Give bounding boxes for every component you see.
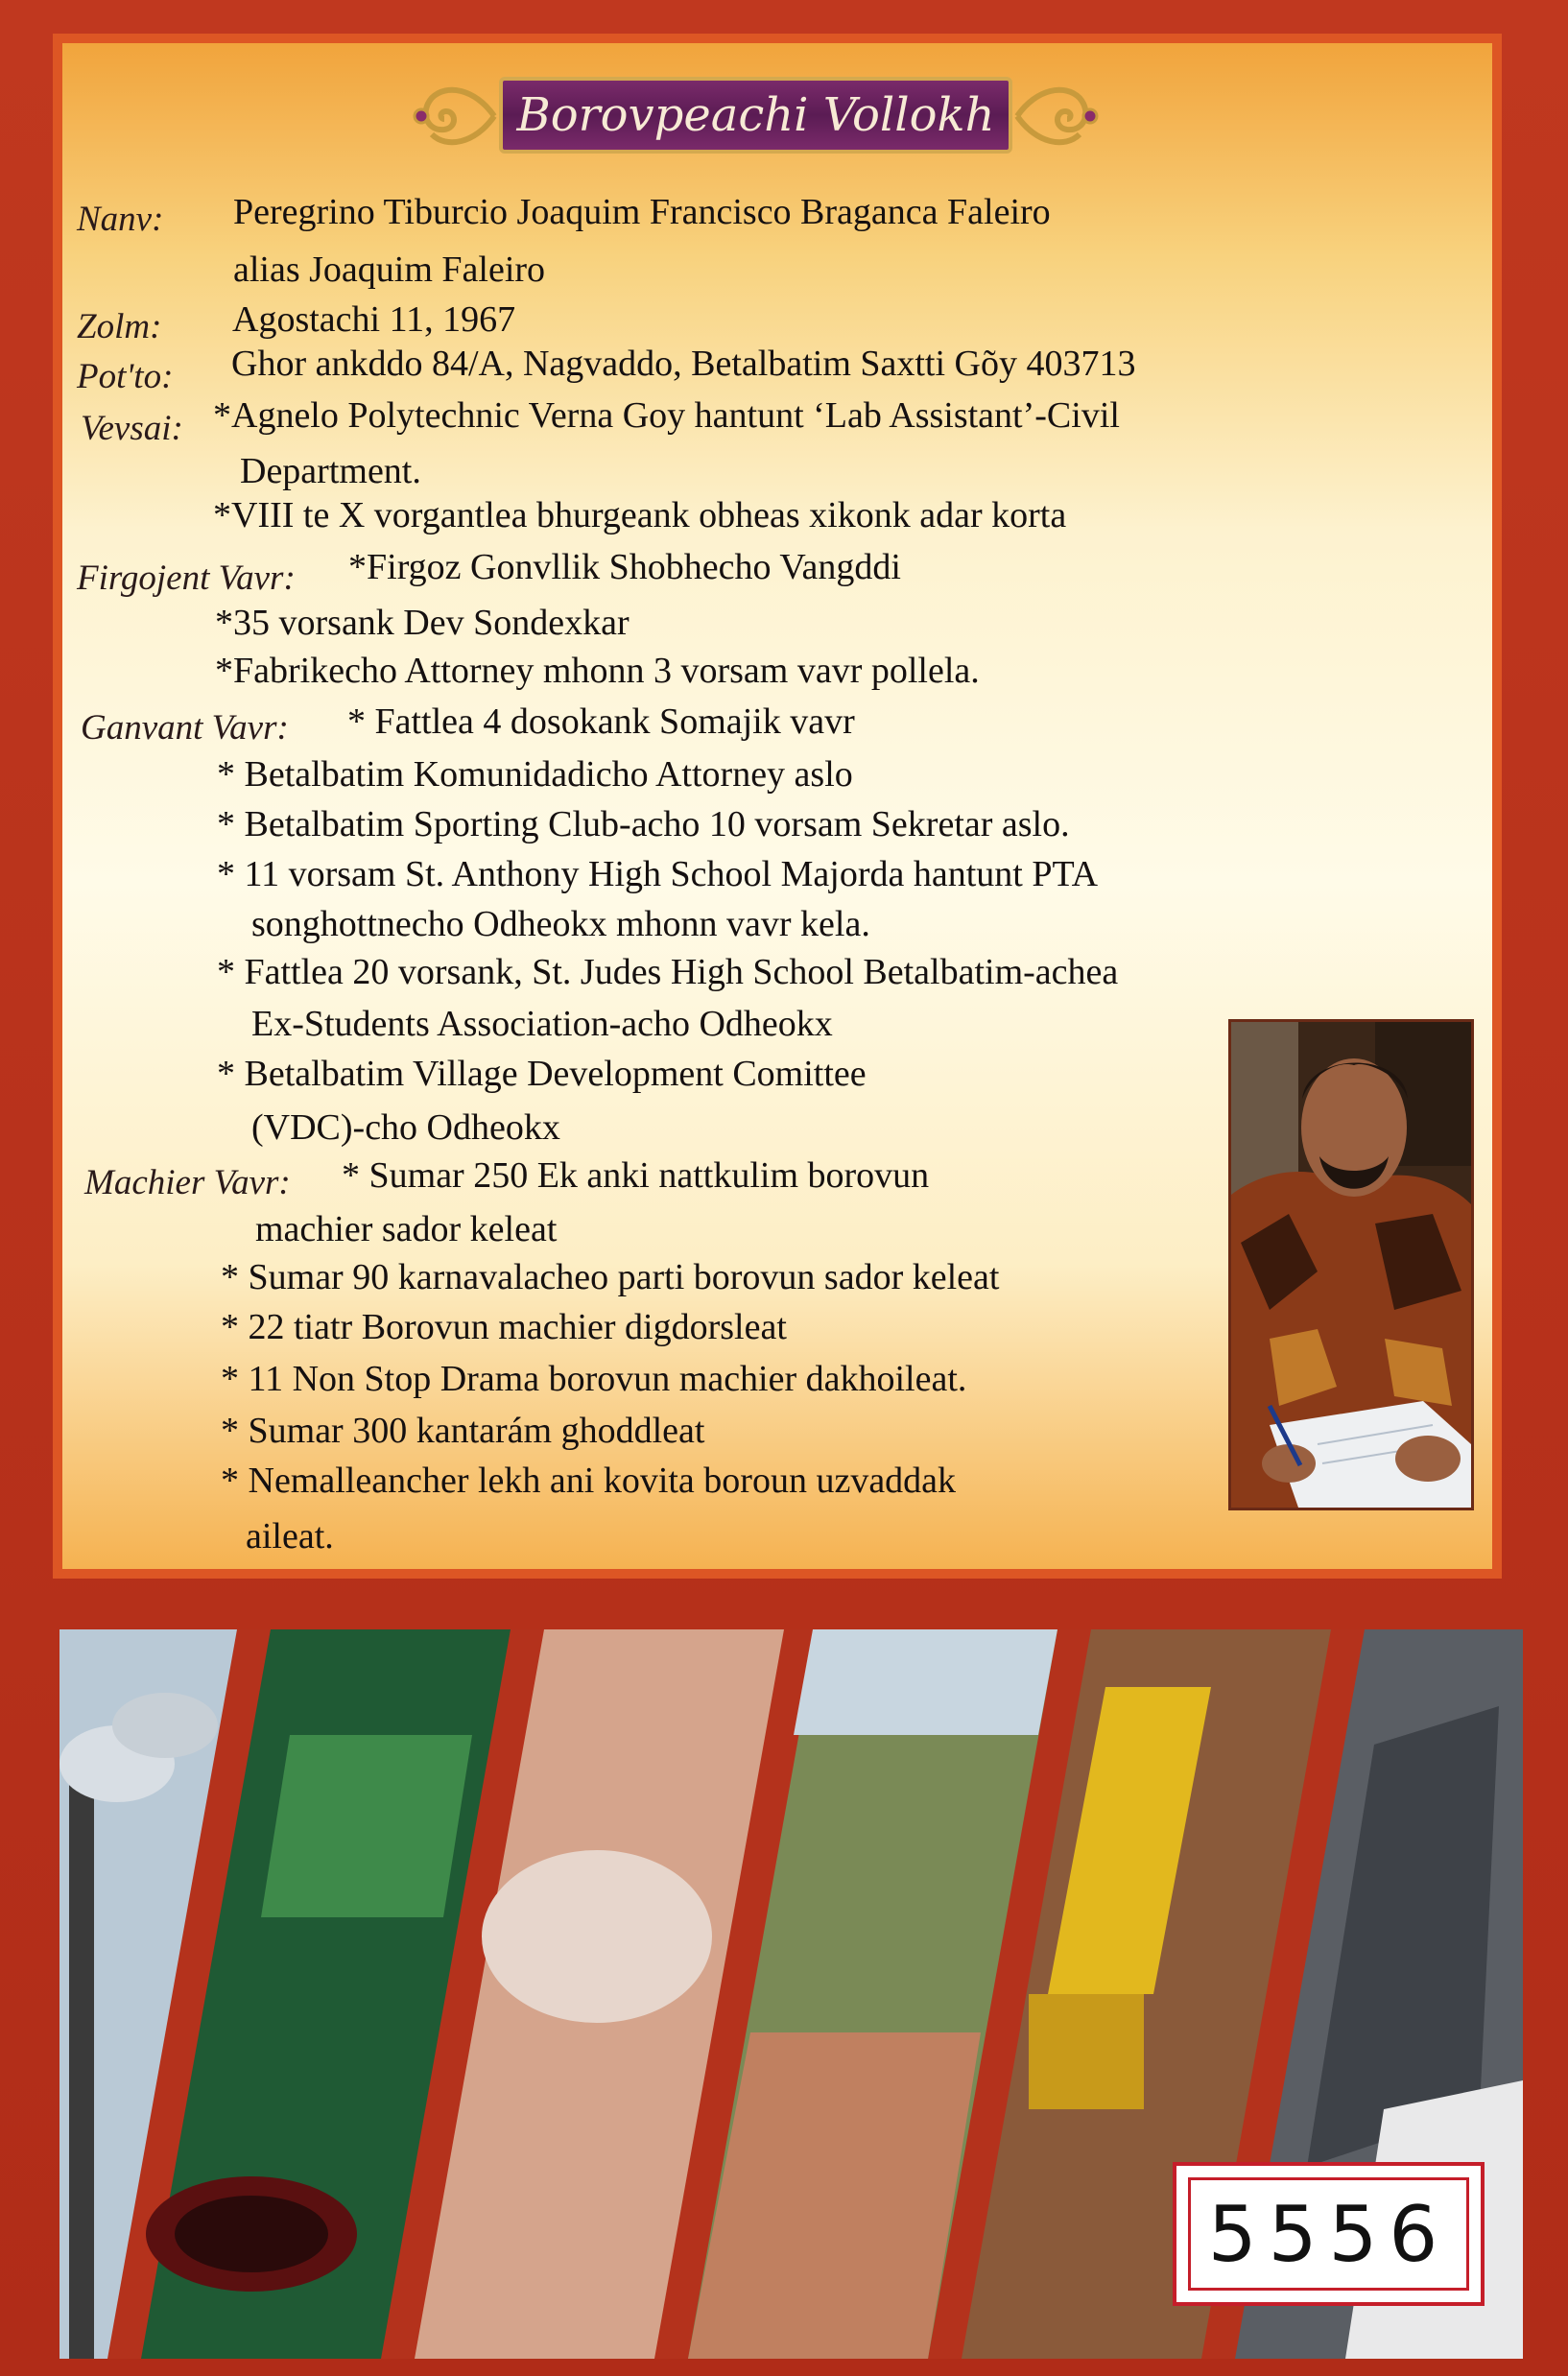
ornament-left-icon	[408, 69, 504, 163]
bio-line: * 11 Non Stop Drama borovun machier dakhoileat.	[221, 1359, 967, 1399]
bio-line: Ex-Students Association-acho Odheokx	[251, 1004, 833, 1044]
bio-line: *Fabrikecho Attorney mhonn 3 vorsam vavr pollela.	[215, 651, 980, 691]
bio-line: *Agnelo Polytechnic Verna Goy hantunt ‘Lab Assistant’-Civil	[213, 395, 1120, 436]
stock-number-stamp	[1173, 2162, 1485, 2306]
author-portrait-icon	[1231, 1022, 1471, 1508]
bio-line: alias Joaquim Faleiro	[233, 249, 546, 290]
bio-line: * Nemalleancher lekh ani kovita boroun uzvaddak	[221, 1461, 957, 1501]
bio-line: * Fattlea 20 vorsank, St. Judes High School Betalbatim-achea	[217, 952, 1119, 992]
stamp-number: 5556	[1207, 2189, 1450, 2279]
author-photo	[1228, 1019, 1474, 1510]
bio-line: * Fattlea 4 dosokank Somajik vavr	[347, 701, 855, 742]
banner-title: Borovpeachi Vollokh	[516, 88, 995, 142]
bio-line: * Sumar 250 Ek anki nattkulim borovun	[342, 1155, 930, 1196]
bio-line: Agostachi 11, 1967	[232, 299, 516, 340]
bio-line: *VIII te X vorgantlea bhurgeank obheas xikonk adar korta	[213, 495, 1067, 535]
bio-line: * Betalbatim Village Development Comittee	[217, 1054, 867, 1094]
bio-line: * Betalbatim Komunidadicho Attorney aslo	[217, 754, 853, 795]
label-ganvant-vavr: Ganvant Vavr:	[81, 708, 289, 748]
title-banner	[408, 69, 1104, 163]
bio-line: * Sumar 300 kantarám ghoddleat	[221, 1411, 705, 1451]
bio-line: Peregrino Tiburcio Joaquim Francisco Braganca Faleiro	[233, 192, 1051, 232]
label-machier-vavr: Machier Vavr:	[84, 1163, 291, 1202]
bio-line: *Firgoz Gonvllik Shobhecho Vangddi	[348, 547, 901, 587]
bio-line: aileat.	[246, 1516, 334, 1556]
label-potto: Pot'to:	[77, 357, 174, 396]
bio-line: *35 vorsank Dev Sondexkar	[215, 603, 630, 643]
label-firgojent-vavr: Firgojent Vavr:	[77, 558, 296, 598]
bio-line: (VDC)-cho Odheokx	[251, 1107, 560, 1148]
bio-line: * Sumar 90 karnavalacheo parti borovun sador keleat	[221, 1257, 1000, 1297]
bio-line: machier sador keleat	[255, 1209, 558, 1249]
bio-line: * 22 tiatr Borovun machier digdorsleat	[221, 1307, 787, 1347]
label-nanv: Nanv:	[77, 200, 164, 239]
label-vevsai: Vevsai:	[81, 409, 183, 448]
bio-line: * 11 vorsam St. Anthony High School Majorda hantunt PTA	[217, 854, 1099, 894]
bio-line: songhottnecho Odheokx mhonn vavr kela.	[251, 904, 870, 944]
ornament-right-icon	[1008, 69, 1104, 163]
bio-line: Department.	[240, 451, 421, 491]
label-zolm: Zolm:	[77, 307, 162, 346]
bio-line: Ghor ankddo 84/A, Nagvaddo, Betalbatim Saxtti Gõy 403713	[231, 344, 1136, 384]
bio-line: * Betalbatim Sporting Club-acho 10 vorsam Sekretar aslo.	[217, 804, 1070, 844]
